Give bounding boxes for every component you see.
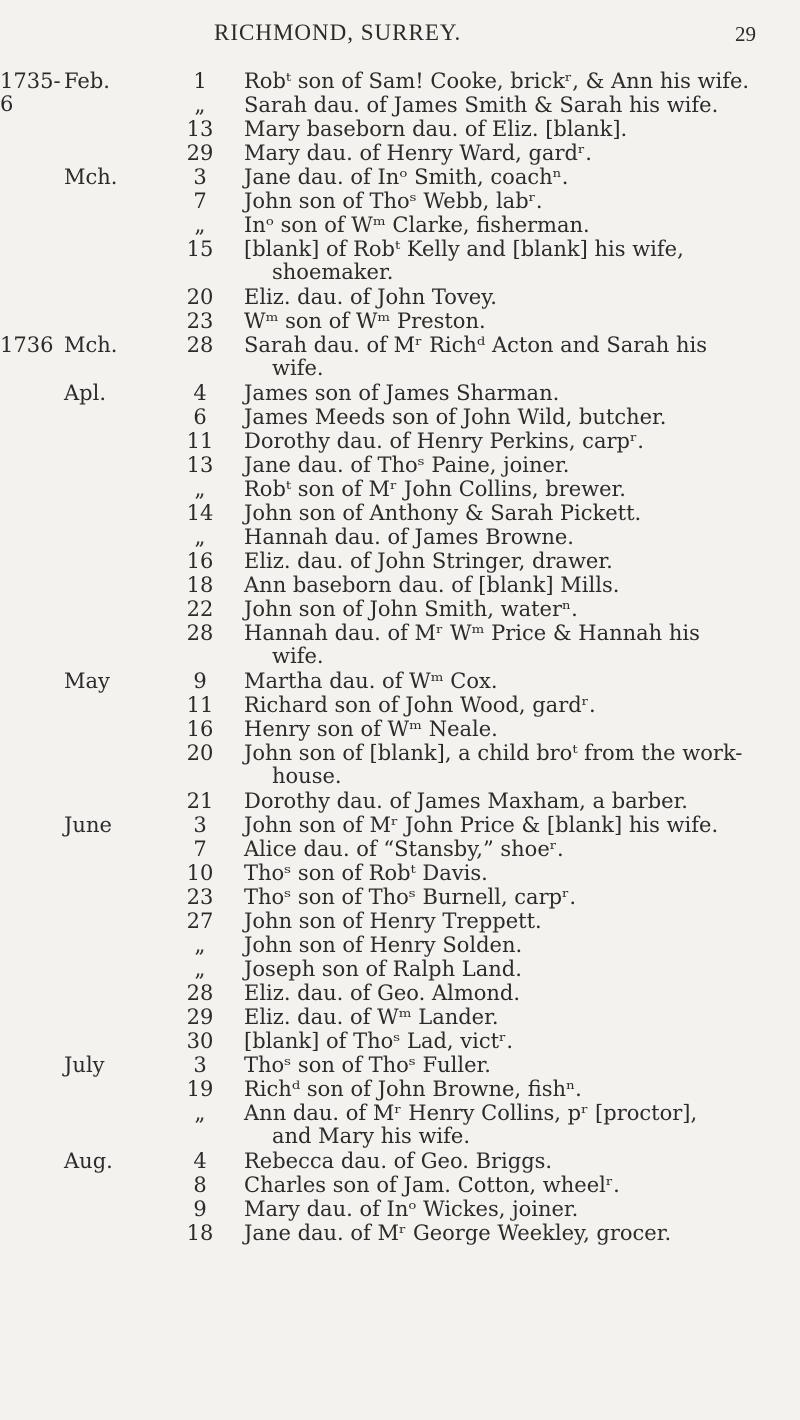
entry-day: 30 bbox=[186, 1029, 214, 1053]
entry-text bbox=[244, 718, 792, 741]
entry-text-line: Inᵒ son of Wᵐ Clarke, fisherman. bbox=[244, 213, 590, 237]
entry-text-continuation: wife. bbox=[272, 644, 324, 668]
entry-day: 16 bbox=[186, 549, 214, 573]
entry-text-line: Hannah dau. of Mʳ Wᵐ Price & Hannah his bbox=[244, 621, 700, 645]
entry-day: 8 bbox=[193, 1173, 207, 1197]
entry-text bbox=[244, 934, 792, 957]
entry-text-continuation: and Mary his wife. bbox=[272, 1124, 471, 1148]
entry-text bbox=[244, 1150, 792, 1173]
entry-text-line: Thoˢ son of Thoˢ Burnell, carpʳ. bbox=[244, 885, 577, 909]
entry-month: Aug. bbox=[64, 1149, 113, 1173]
entry-text-continuation: wife. bbox=[272, 356, 324, 380]
entry-text-line: Rebecca dau. of Geo. Briggs. bbox=[244, 1149, 553, 1173]
entry-text bbox=[244, 622, 792, 668]
entry-text-line: Jane dau. of Mʳ George Weekley, grocer. bbox=[244, 1221, 672, 1245]
entry-text-line: John son of Mʳ John Price & [blank] his wife. bbox=[244, 813, 719, 837]
entry-text bbox=[244, 118, 792, 141]
entry-text-line: Mary dau. of Henry Ward, gardʳ. bbox=[244, 141, 592, 165]
entry-text bbox=[244, 958, 792, 981]
entry-month: Feb. bbox=[64, 69, 110, 93]
entry-text bbox=[244, 862, 792, 885]
entry-text bbox=[244, 670, 792, 693]
entry-text bbox=[244, 430, 792, 453]
entry-text bbox=[244, 526, 792, 549]
entry-text-line: Jane dau. of Thoˢ Paine, joiner. bbox=[244, 453, 570, 477]
entry-month: May bbox=[64, 669, 110, 693]
entry-day: „ bbox=[194, 477, 206, 501]
entry-text bbox=[244, 598, 792, 621]
entry-text bbox=[244, 1006, 792, 1029]
entry-text-line: Richᵈ son of John Browne, fishⁿ. bbox=[244, 1077, 582, 1101]
running-title: RICHMOND, SURREY. bbox=[214, 20, 462, 45]
entry-text-line: John son of John Smith, waterⁿ. bbox=[244, 597, 578, 621]
entry-text-line: Wᵐ son of Wᵐ Preston. bbox=[244, 309, 486, 333]
entry-text-line: Mary baseborn dau. of Eliz. [blank]. bbox=[244, 117, 628, 141]
entry-text bbox=[244, 166, 792, 189]
entry-day: 13 bbox=[186, 117, 214, 141]
entry-text bbox=[244, 550, 792, 573]
entry-day: 6 bbox=[193, 405, 207, 429]
entry-text bbox=[244, 190, 792, 213]
entry-text-line: Eliz. dau. of Geo. Almond. bbox=[244, 981, 521, 1005]
entry-text-line: James Meeds son of John Wild, butcher. bbox=[244, 405, 667, 429]
entry-month: Mch. bbox=[64, 333, 118, 357]
entry-text-line: Robᵗ son of Mʳ John Collins, brewer. bbox=[244, 477, 626, 501]
entry-text bbox=[244, 478, 792, 501]
entry-day: 18 bbox=[186, 1221, 214, 1245]
entry-month: Mch. bbox=[64, 165, 118, 189]
entry-text bbox=[244, 94, 792, 117]
entry-text bbox=[244, 790, 792, 813]
entry-day: 28 bbox=[186, 333, 214, 357]
entry-text bbox=[244, 406, 792, 429]
entry-day: 13 bbox=[186, 453, 214, 477]
entry-text-line: John son of Henry Solden. bbox=[244, 933, 523, 957]
entry-text-line: Dorothy dau. of James Maxham, a barber. bbox=[244, 789, 688, 813]
entry-text-line: Jane dau. of Inᵒ Smith, coachⁿ. bbox=[244, 165, 569, 189]
entry-text bbox=[244, 910, 792, 933]
entry-day: 15 bbox=[186, 237, 214, 261]
entry-day: 28 bbox=[186, 981, 214, 1005]
entry-text bbox=[244, 142, 792, 165]
entry-text-line: Joseph son of Ralph Land. bbox=[244, 957, 522, 981]
entry-text bbox=[244, 286, 792, 309]
entry-month: Apl. bbox=[64, 381, 106, 405]
entry-text-line: [blank] of Thoˢ Lad, victʳ. bbox=[244, 1029, 514, 1053]
entry-day: 20 bbox=[186, 741, 214, 765]
entry-text-line: Martha dau. of Wᵐ Cox. bbox=[244, 669, 498, 693]
entry-day: 9 bbox=[193, 669, 207, 693]
entry-text bbox=[244, 502, 792, 525]
entry-day: 11 bbox=[186, 429, 214, 453]
entry-text-line: John son of [blank], a child broᵗ from the work- bbox=[244, 741, 743, 765]
entry-text-line: John son of Thoˢ Webb, labʳ. bbox=[244, 189, 543, 213]
entry-text bbox=[244, 238, 792, 284]
entry-day: 10 bbox=[186, 861, 214, 885]
entry-text bbox=[244, 1078, 792, 1101]
entry-day: 29 bbox=[186, 141, 214, 165]
entry-year: 1735-6 bbox=[0, 69, 61, 116]
entry-text bbox=[244, 1102, 792, 1148]
entry-month: June bbox=[64, 813, 112, 837]
entry-text bbox=[244, 1030, 792, 1053]
entry-text-line: Sarah dau. of Mʳ Richᵈ Acton and Sarah his bbox=[244, 333, 708, 357]
entry-text bbox=[244, 1222, 792, 1245]
entry-day: 14 bbox=[186, 501, 214, 525]
entry-day: 18 bbox=[186, 573, 214, 597]
entry-day: 28 bbox=[186, 621, 214, 645]
entry-text-line: Dorothy dau. of Henry Perkins, carpʳ. bbox=[244, 429, 644, 453]
entry-day: „ bbox=[194, 93, 206, 117]
entry-text-line: Hannah dau. of James Browne. bbox=[244, 525, 574, 549]
entry-day: „ bbox=[194, 1101, 206, 1125]
entry-text-line: Sarah dau. of James Smith & Sarah his wife. bbox=[244, 93, 719, 117]
entry-text bbox=[244, 694, 792, 717]
entry-day: 1 bbox=[193, 69, 207, 93]
entry-text-line: Ann dau. of Mʳ Henry Collins, pʳ [proctor], bbox=[244, 1101, 698, 1125]
entry-day: 27 bbox=[186, 909, 214, 933]
entry-day: 7 bbox=[193, 189, 207, 213]
entry-day: 29 bbox=[186, 1005, 214, 1029]
entry-day: „ bbox=[194, 213, 206, 237]
entry-text-line: Eliz. dau. of John Stringer, drawer. bbox=[244, 549, 613, 573]
entry-text-line: Eliz. dau. of John Tovey. bbox=[244, 285, 497, 309]
entry-text bbox=[244, 814, 792, 837]
entry-text-line: Richard son of John Wood, gardʳ. bbox=[244, 693, 596, 717]
entry-text bbox=[244, 310, 792, 333]
entry-day: 16 bbox=[186, 717, 214, 741]
entry-text bbox=[244, 1054, 792, 1077]
entry-text-line: Mary dau. of Inᵒ Wickes, joiner. bbox=[244, 1197, 579, 1221]
entry-text-line: Robᵗ son of Sam! Cooke, brickʳ, & Ann his wife. bbox=[244, 69, 750, 93]
entry-day: 3 bbox=[193, 813, 207, 837]
entry-text bbox=[244, 1174, 792, 1197]
entry-day: „ bbox=[194, 933, 206, 957]
entry-day: 4 bbox=[193, 381, 207, 405]
page-header bbox=[0, 20, 800, 60]
entry-day: 9 bbox=[193, 1197, 207, 1221]
entry-text bbox=[244, 886, 792, 909]
entry-text-line: Thoˢ son of Robᵗ Davis. bbox=[244, 861, 488, 885]
entry-text bbox=[244, 1198, 792, 1221]
entry-text bbox=[244, 454, 792, 477]
entry-day: 21 bbox=[186, 789, 214, 813]
entry-text-line: Charles son of Jam. Cotton, wheelʳ. bbox=[244, 1173, 620, 1197]
entry-day: 7 bbox=[193, 837, 207, 861]
entry-text-line: Alice dau. of “Stansby,” shoeʳ. bbox=[244, 837, 564, 861]
entry-text bbox=[244, 214, 792, 237]
entry-day: 3 bbox=[193, 165, 207, 189]
entry-text bbox=[244, 70, 792, 93]
entry-day: 11 bbox=[186, 693, 214, 717]
entry-day: 19 bbox=[186, 1077, 214, 1101]
entry-text bbox=[244, 574, 792, 597]
entry-month: July bbox=[64, 1053, 105, 1077]
entry-text-line: Thoˢ son of Thoˢ Fuller. bbox=[244, 1053, 491, 1077]
entry-text bbox=[244, 838, 792, 861]
entry-text bbox=[244, 982, 792, 1005]
entry-day: „ bbox=[194, 525, 206, 549]
entry-day: 22 bbox=[186, 597, 214, 621]
entry-text-line: Eliz. dau. of Wᵐ Lander. bbox=[244, 1005, 499, 1029]
entry-text-line: Ann baseborn dau. of [blank] Mills. bbox=[244, 573, 620, 597]
entry-text-line: [blank] of Robᵗ Kelly and [blank] his wife, bbox=[244, 237, 684, 261]
entry-text bbox=[244, 334, 792, 380]
entry-text-line: Henry son of Wᵐ Neale. bbox=[244, 717, 498, 741]
entry-text-continuation: shoemaker. bbox=[272, 260, 394, 284]
entry-text-line: James son of James Sharman. bbox=[244, 381, 560, 405]
entry-day: „ bbox=[194, 957, 206, 981]
entry-text-line: John son of Henry Treppett. bbox=[244, 909, 542, 933]
entry-day: 3 bbox=[193, 1053, 207, 1077]
entry-day: 20 bbox=[186, 285, 214, 309]
entry-day: 23 bbox=[186, 309, 214, 333]
entry-text-continuation: house. bbox=[272, 764, 342, 788]
entry-day: 4 bbox=[193, 1149, 207, 1173]
entry-text-line: John son of Anthony & Sarah Pickett. bbox=[244, 501, 642, 525]
entry-day: 23 bbox=[186, 885, 214, 909]
entry-year: 1736 bbox=[0, 333, 54, 357]
page-number: 29 bbox=[735, 22, 756, 46]
entry-text bbox=[244, 382, 792, 405]
entry-text bbox=[244, 742, 792, 788]
